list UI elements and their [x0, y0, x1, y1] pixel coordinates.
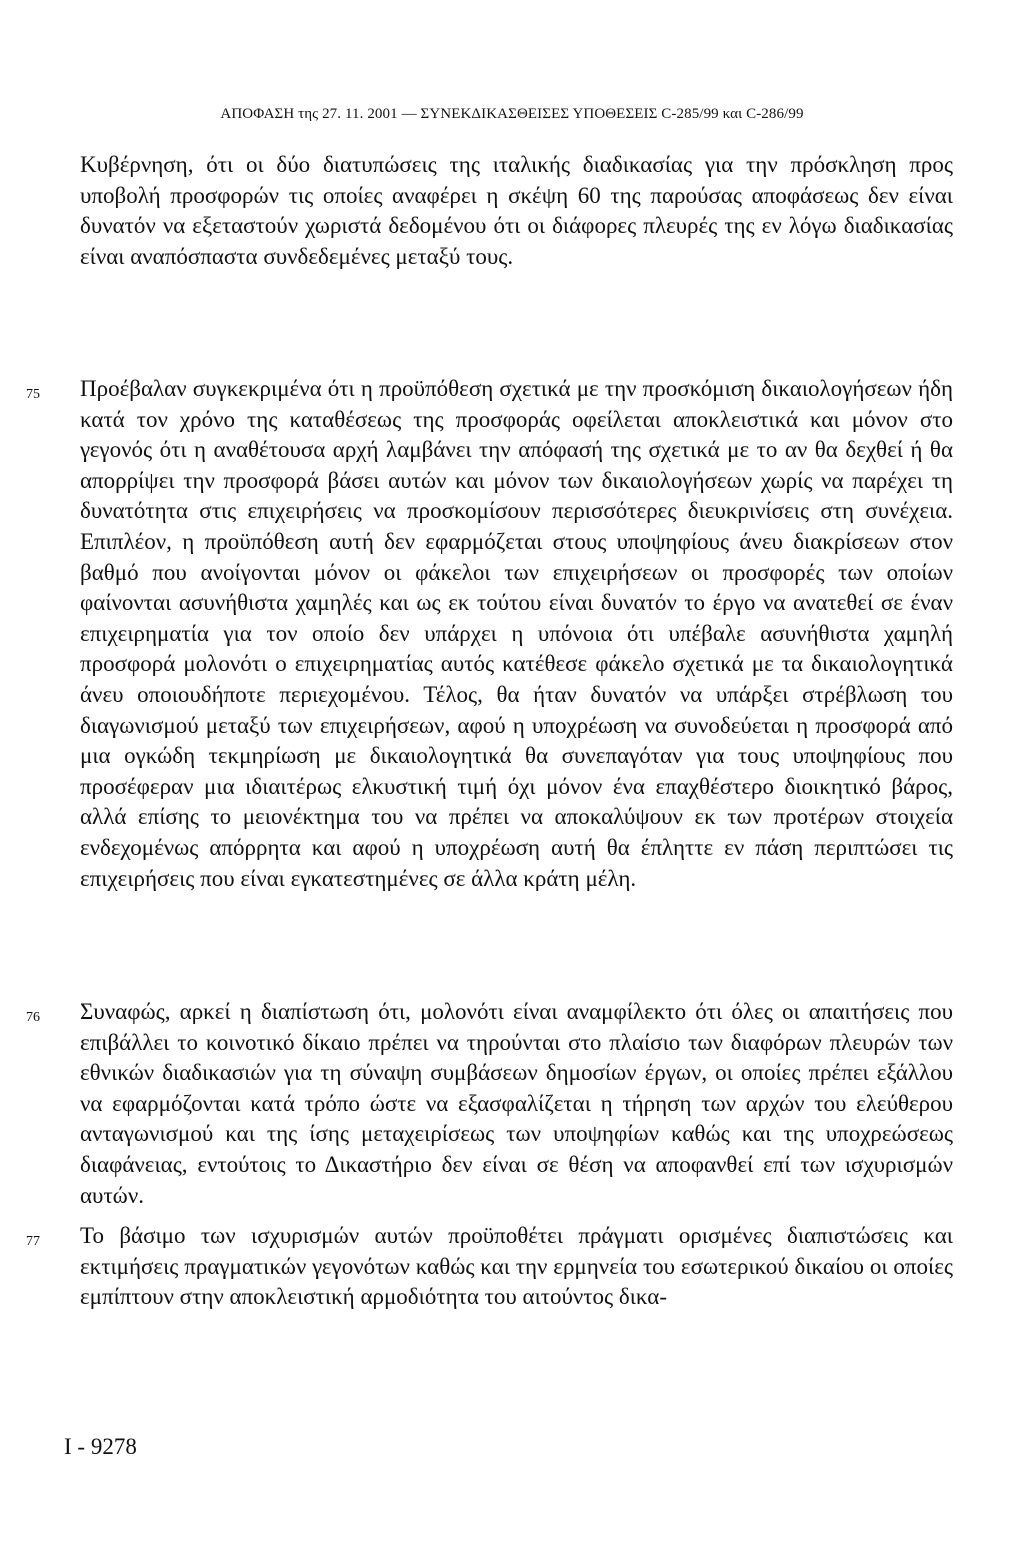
running-header: ΑΠΟΦΑΣΗ της 27. 11. 2001 — ΣΥΝΕΚΔΙΚΑΣΘΕΙΣΕΣ ΥΠΟΘΕΣΕΙΣ C-285/99 και C-286/99 [220, 106, 804, 122]
page-number: I - 9278 [64, 1434, 137, 1459]
paragraph-continuation: Κυβέρνηση, ότι οι δύο διατυπώσεις της ιταλικής διαδικασίας για την πρόσκληση προς υποβολή προσφορών τις οποίες αναφέρει η σκέψη 60 της παρούσας αποφάσεως δεν είναι δυνατόν να εξεταστούν χωριστά δεδομένου ότι οι διάφορες πλευρές της εν λόγω διαδικασίας είναι αναπόσπαστα συνδεδεμένες μεταξύ τους. [80, 152, 953, 269]
paragraph-number-75: 75 [26, 387, 40, 402]
paragraph-77: Το βάσιμο των ισχυρισμών αυτών προϋποθέτει πράγματι ορισμένες διαπιστώσεις και εκτιμήσεις πραγματικών γεγονότων καθώς και την ερμηνεία του εσωτερικού δικαίου οι οποίες εμπίπτουν στην αποκλειστική αρμοδιότητα του αιτούντος δικα- [80, 1223, 953, 1310]
paragraph-number-76: 76 [26, 1010, 40, 1025]
paragraph-number-77: 77 [26, 1234, 40, 1249]
paragraph-76: Συναφώς, αρκεί η διαπίστωση ότι, μολονότι είναι αναμφίλεκτο ότι όλες οι απαιτήσεις που επιβάλλει το κοινοτικό δίκαιο πρέπει να τηρούνται στο πλαίσιο των διαφόρων πλευρών των εθνικών διαδικασιών για τη σύναψη συμβάσεων δημοσίων έργων, οι οποίες πρέπει εξάλλου να εφαρμόζονται κατά τρόπο ώστε να εξασφαλίζεται η τήρηση των αρχών του ελεύθερου ανταγωνισμού και της ίσης μεταχειρίσεως των υποψηφίων καθώς και της υποχρεώσεως διαφάνειας, εντούτοις το Δικαστήριο δεν είναι σε θέση να αποφανθεί επί των ισχυρισμών αυτών. [80, 999, 953, 1208]
paragraph-75: Προέβαλαν συγκεκριμένα ότι η προϋπόθεση σχετικά με την προσκόμιση δικαιολογήσεων ήδη κατά τον χρόνο της καταθέσεως της προσφοράς οφείλεται αποκλειστικά και μόνον στο γεγονός ότι η αναθέτουσα αρχή λαμβάνει την απόφασή της σχετικά με το αν θα δεχθεί ή θα απορρίψει την προσφορά βάσει αυτών και μόνον των δικαιολογήσεων χωρίς να παρέχει τη δυνατότητα στις επιχειρήσεις να προσκομίσουν περισσότερες διευκρινίσεις στη συνέχεια. Επιπλέον, η προϋπόθεση αυτή δεν εφαρμόζεται στους υποψηφίους άνευ διακρίσεων στον βαθμό που ανοίγονται μόνον οι φάκελοι των επιχειρήσεων οι προσφορές των οποίων φαίνονται ασυνήθιστα χαμηλές και ως εκ τούτου είναι δυνατόν το έργο να ανατεθεί σε έναν επιχειρηματία για τον οποίο δεν υπάρχει η υπόνοια ότι υπέβαλε ασυνήθιστα χαμηλή προσφορά μολονότι ο επιχειρηματίας αυτός κατέθεσε φάκελο σχετικά με τα δικαιολογητικά άνευ οποιουδήποτε περιεχομένου. Τέλος, θα ήταν δυνατόν να υπάρξει στρέβλωση του διαγωνισμού μεταξύ των επιχειρήσεων, αφού η υποχρέωση να συνοδεύεται η προσφορά από μια ογκώδη τεκμηρίωση με δικαιολογητικά θα συνεπαγόταν για τους υποψηφίους που προσέφεραν μια ιδιαιτέρως ελκυστική τιμή όχι μόνον ένα επαχθέστερο διοικητικό βάρος, αλλά επίσης το μειονέκτημα του να πρέπει να αποκαλύψουν εκ των προτέρων στοιχεία ενδεχομένως απόρρητα και αφού η υποχρέωση αυτή θα έπληττε εν πάση περιπτώσει τις επιχειρήσεις που είναι εγκατεστημένες σε άλλα κράτη μέλη. [80, 376, 953, 891]
